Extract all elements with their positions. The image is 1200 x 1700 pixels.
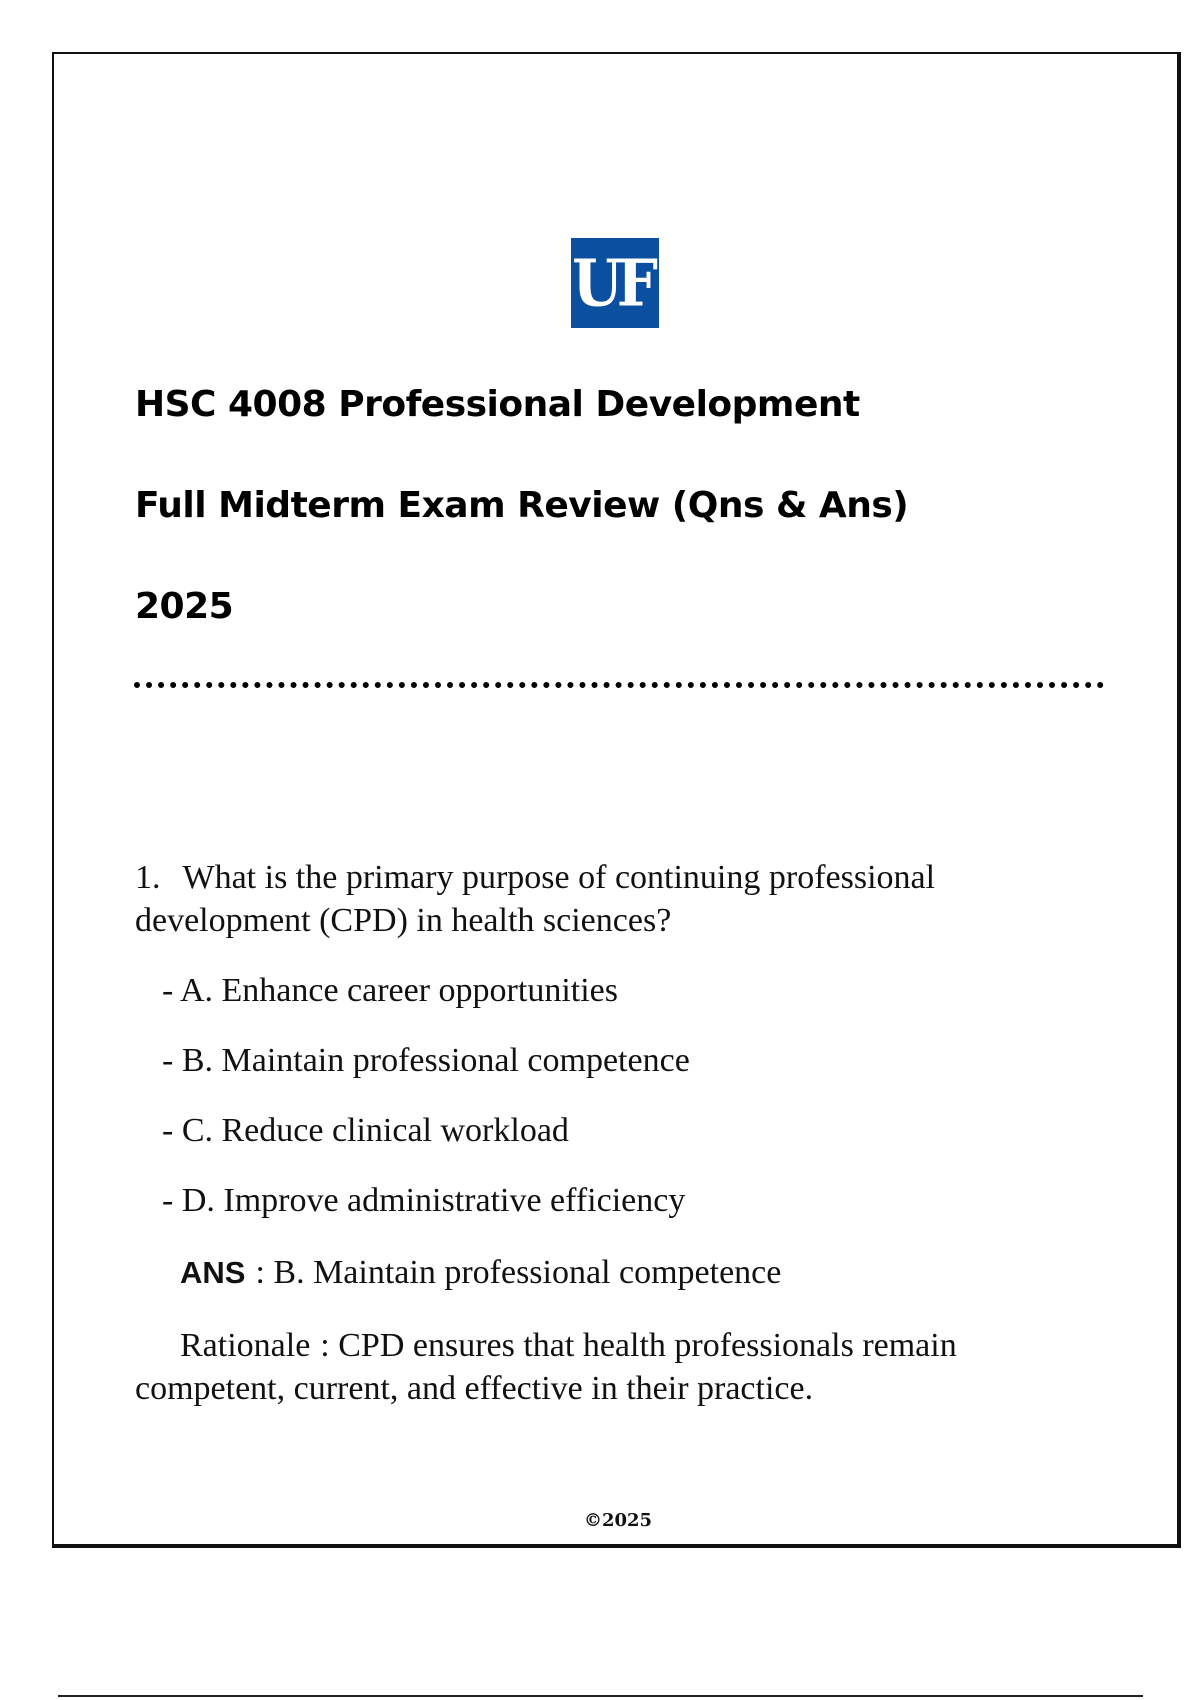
question-body: What is the primary purpose of continuing professional development (CPD) in health sciences? [135, 859, 936, 939]
rationale-text: : CPD ensures that health professionals remain competent, current, and effective in their practice. [135, 1327, 957, 1407]
question-number: 1. [135, 859, 161, 896]
dotted-divider [134, 682, 1104, 688]
title-line-3: 2025 [135, 586, 234, 627]
option-b: - B. Maintain professional competence [162, 1042, 690, 1079]
rationale [135, 1324, 1075, 1410]
answer-label: ANS [180, 1255, 246, 1290]
option-a: - A. Enhance career opportunities [162, 972, 618, 1009]
uf-logo-text: UF [572, 244, 652, 322]
option-c: - C. Reduce clinical workload [162, 1112, 569, 1149]
uf-logo [571, 238, 659, 328]
title-line-1: HSC 4008 Professional Development [135, 384, 860, 425]
copyright-footer: ©2025 [583, 1510, 653, 1531]
page-bottom-rule [58, 1695, 1143, 1697]
title-line-2: Full Midterm Exam Review (Qns & Ans) [135, 485, 909, 526]
answer-line [180, 1254, 781, 1292]
option-d: - D. Improve administrative efficiency [162, 1182, 686, 1219]
question-text [135, 856, 1055, 942]
rationale-label: Rationale [180, 1327, 311, 1364]
answer-text: : B. Maintain professional competence [255, 1254, 782, 1291]
